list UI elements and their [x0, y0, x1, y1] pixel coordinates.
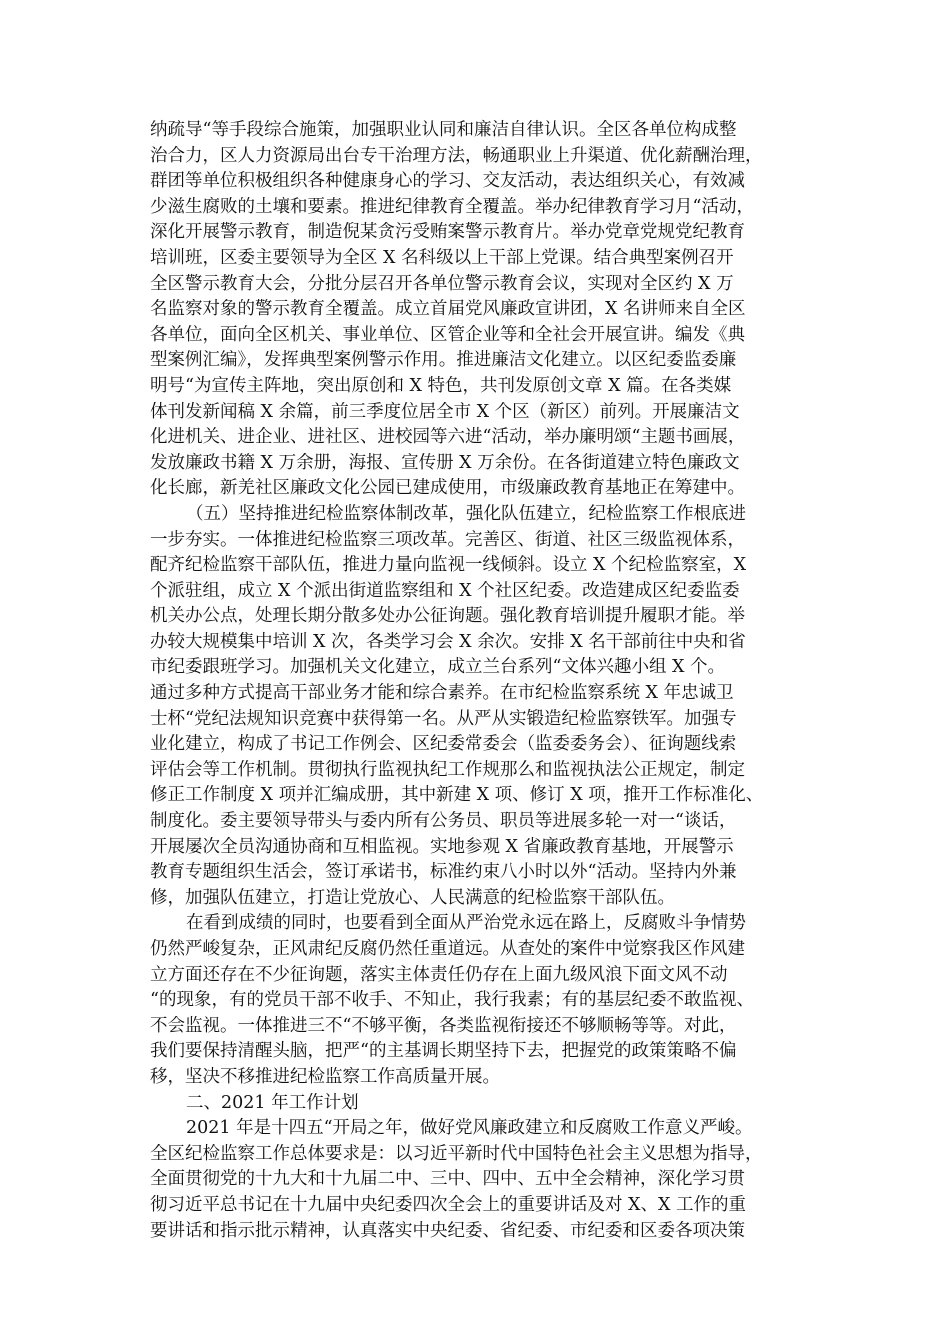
text-line: 不会监视。一体推进三不“不够平衡，各类监视衔接还不够顺畅等等。对此， [150, 1015, 737, 1036]
text-line: 彻习近平总书记在十九届中央纪委四次全会上的重要讲话及对 X、X 工作的重 [150, 1194, 747, 1215]
text-line: 配齐纪检监察干部队伍，推进力量向监视一线倾斜。设立 X 个纪检监察室，X [150, 555, 747, 576]
text-line: 化进机关、进企业、进社区、进校园等六进“活动，举办廉明颂“主题书画展， [150, 427, 746, 448]
text-line: 2021 年是十四五“开局之年，做好党风廉政建立和反腐败工作意义严峻。 [186, 1118, 753, 1139]
text-line: 型案例汇编》，发挥典型案例警示作用。推进廉洁文化建立。以区纪委监委廉 [150, 350, 737, 371]
text-line: 立方面还存在不少征询题，落实主体责任仍存在上面九级风浪下面文风不动 [150, 964, 728, 985]
text-line: 名监察对象的警示教育全覆盖。成立首届党风廉政宣讲团，X 名讲师来自全区 [150, 299, 746, 320]
text-line: 培训班，区委主要领导为全区 X 名科级以上干部上党课。结合典型案例召开 [150, 247, 734, 268]
text-line: 开展屡次全员沟通协商和互相监视。实地参观 X 省廉政教育基地，开展警示 [150, 836, 734, 857]
text-line: 修正工作制度 X 项并汇编成册，其中新建 X 项、修订 X 项，推开工作标准化、 [150, 785, 764, 806]
text-line: 教育专题组织生活会，签订承诺书，标准约束八小时以外“活动。坚持内外兼 [150, 862, 737, 883]
text-line: 全区警示教育大会，分批分层召开各单位警示教育会议，实现对全区约 X 万 [150, 273, 734, 294]
text-line: 士杯“党纪法规知识竞赛中获得第一名。从严从实锻造纪检监察铁军。加强专 [150, 708, 737, 729]
text-line: 我们要保持清醒头脑，把严“的主基调长期坚持下去，把握党的政策策略不偏 [150, 1041, 737, 1062]
text-line: 市纪委跟班学习。加强机关文化建立，成立兰台系列“文体兴趣小组 X 个。 [150, 657, 726, 678]
text-line: 机关办公点，处理长期分散多处办公征询题。强化教育培训提升履职才能。举 [150, 606, 745, 627]
text-line: 个派驻组，成立 X 个派出街道监察组和 X 个社区纪委。改造建成区纪委监委 [150, 580, 740, 601]
text-line: （五）坚持推进纪检监察体制改革，强化队伍建立，纪检监察工作根底进 [186, 503, 746, 524]
text-line: 通过多种方式提高干部业务才能和综合素养。在市纪检监察系统 X 年忠诚卫 [150, 683, 734, 704]
text-line: 体刊发新闻稿 X 余篇，前三季度位居全市 X 个区（新区）前列。开展廉洁文 [150, 401, 740, 422]
text-line: 评估会等工作机制。贯彻执行监视执纪工作规那么和监视执法公正规定，制定 [150, 759, 745, 780]
text-line: 少滋生腐败的土壤和要素。推进纪律教育全覆盖。举办纪律教育学习月“活动， [150, 196, 754, 217]
text-line: 仍然严峻复杂，正风肃纪反腐仍然任重道远。从查处的案件中觉察我区作风建 [150, 939, 745, 959]
text-line: 明号“为宣传主阵地，突出原创和 X 特色，共刊发原创文章 X 篇。在各类媒 [150, 375, 732, 396]
text-line: 治合力，区人力资源局出台专干治理方法，畅通职业上升渠道、优化薪酬治理， [150, 145, 763, 166]
text-line: 在看到成绩的同时，也要看到全面从严治党永远在路上，反腐败斗争情势 [186, 913, 746, 934]
text-line: 二、2021 年工作计划 [186, 1092, 359, 1113]
document-body [150, 118, 806, 1244]
text-line: 全区纪检监察工作总体要求是：以习近平新时代中国特色社会主义思想为指导， [150, 1143, 763, 1164]
text-line: 移，坚决不移推进纪检监察工作高质量开展。 [150, 1066, 500, 1087]
text-line: 制度化。委主要领导带头与委内所有公务员、职员等进展多轮一对一“谈话， [150, 811, 737, 832]
text-line: 发放廉政书籍 X 万余册，海报、宣传册 X 万余份。在各街道建立特色廉政文 [150, 452, 740, 473]
text-line: 纳疏导“等手段综合施策，加强职业认同和廉洁自律认识。全区各单位构成整 [150, 120, 737, 140]
text-line: 全面贯彻党的十九大和十九届二中、三中、四中、五中全会精神，深化学习贯 [150, 1169, 745, 1190]
text-line: 要讲话和指示批示精神，认真落实中央纪委、省纪委、市纪委和区委各项决策 [150, 1220, 745, 1241]
text-line: 深化开展警示教育，制造倪某贪污受贿案警示教育片。举办党章党规党纪教育 [150, 222, 745, 243]
text-line: 各单位，面向全区机关、事业单位、区管企业等和全社会开展宣讲。编发《典 [150, 324, 745, 345]
text-line: 业化建立，构成了书记工作例会、区纪委常委会（监委委务会）、征询题线索 [150, 734, 737, 755]
text-line: “的现象，有的党员干部不收手、不知止，我行我素；有的基层纪委不敢监视、 [150, 990, 754, 1011]
text-line: 一步夯实。一体推进纪检监察三项改革。完善区、街道、社区三级监视体系， [150, 529, 745, 550]
text-line: 办较大规模集中培训 X 次，各类学习会 X 余次。安排 X 名干部前往中央和省 [150, 631, 746, 652]
text-line: 修，加强队伍建立，打造让党放心、人民满意的纪检监察干部队伍。 [150, 887, 675, 908]
text-line: 化长廊，新羌社区廉政文化公园已建成使用，市级廉政教育基地正在筹建中。 [150, 478, 745, 499]
text-line: 群团等单位积极组织各种健康身心的学习、交友活动，表达组织关心，有效减 [150, 171, 745, 192]
